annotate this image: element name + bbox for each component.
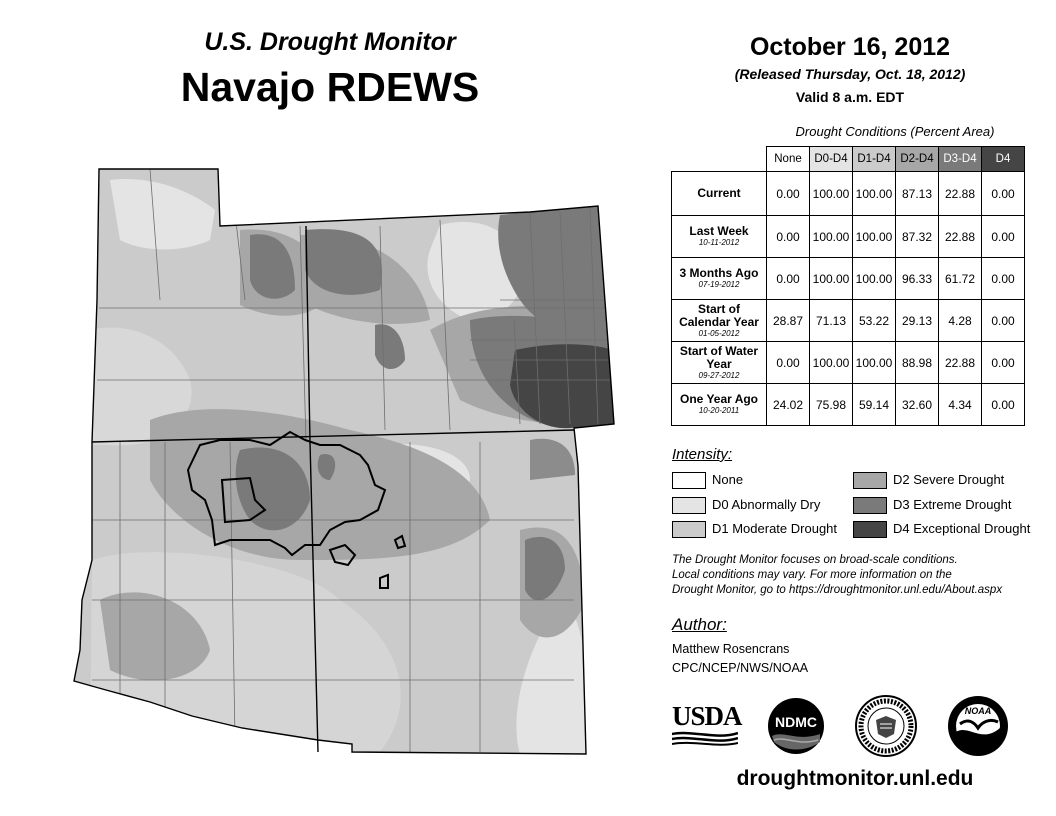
table-cell: 0.00 [982, 172, 1025, 216]
table-cell: 24.02 [767, 384, 810, 426]
table-corner [672, 147, 767, 172]
table-cell: 59.14 [853, 384, 896, 426]
table-cell: 100.00 [810, 216, 853, 258]
row-label-date: 07-19-2012 [698, 280, 740, 289]
noaa-seagull-icon [946, 694, 1010, 758]
table-cell: 53.22 [853, 300, 896, 342]
legend-label: D2 Severe Drought [893, 472, 1005, 487]
table-cell: 29.13 [896, 300, 939, 342]
map-subtitle: U.S. Drought Monitor [204, 28, 456, 56]
commerce-seal-icon [854, 694, 918, 758]
commerce-seal-logo [854, 694, 918, 758]
table-cell: 87.32 [896, 216, 939, 258]
note-line: The Drought Monitor focuses on broad-scale conditions. [672, 554, 958, 566]
ndmc-logo-text: NDMC [775, 714, 817, 730]
table-row [672, 258, 1025, 300]
col-header-d4: D4 [982, 147, 1025, 172]
table-cell: 4.34 [939, 384, 982, 426]
author-name: Matthew Rosencrans [672, 642, 790, 656]
usda-logo-text: USDA [672, 701, 742, 731]
legend-label: D1 Moderate Drought [712, 521, 838, 536]
row-label-date: 09-27-2012 [698, 370, 740, 380]
table-cell: 32.60 [896, 384, 939, 426]
table-cell: 28.87 [767, 300, 810, 342]
table-cell: 0.00 [767, 172, 810, 216]
table-cell: 61.72 [939, 258, 982, 300]
legend-title: Intensity: [672, 446, 733, 463]
table-row [672, 172, 1025, 216]
usda-swoosh-icon [672, 730, 738, 746]
row-label-text: Start of Water Year [679, 343, 759, 371]
row-label-date: 01-05-2012 [698, 328, 740, 338]
legend-swatch [672, 497, 706, 514]
row-label [672, 342, 767, 384]
author-heading: Author: [672, 615, 727, 634]
table-row [672, 300, 1025, 342]
table-cell: 0.00 [982, 342, 1025, 384]
row-label-text: 3 Months Ago [679, 266, 759, 280]
row-label [672, 300, 767, 342]
valid-time: Valid 8 a.m. EDT [795, 89, 905, 105]
table-cell: 0.00 [982, 216, 1025, 258]
table-cell: 22.88 [939, 342, 982, 384]
col-header-d1-d4: D1-D4 [853, 147, 896, 172]
table-cell: 88.98 [896, 342, 939, 384]
legend-swatch [672, 472, 706, 489]
usda-logo [672, 701, 742, 748]
table-cell: 100.00 [853, 172, 896, 216]
website-url[interactable]: droughtmonitor.unl.edu [736, 767, 974, 790]
note-line: Local conditions may vary. For more information on the [672, 569, 952, 581]
col-header-d3-d4: D3-D4 [939, 147, 982, 172]
table-cell: 100.00 [853, 216, 896, 258]
row-label-text: Start of Calendar Year [679, 301, 759, 329]
row-label-date: 10-20-2011 [698, 406, 740, 415]
table-cell: 71.13 [810, 300, 853, 342]
table-cell: 87.13 [896, 172, 939, 216]
row-label [672, 258, 767, 300]
row-label [672, 172, 767, 216]
table-cell: 75.98 [810, 384, 853, 426]
table-cell: 100.00 [853, 258, 896, 300]
legend-swatch [853, 521, 887, 538]
legend-swatch [672, 521, 706, 538]
disclaimer-note [672, 553, 1042, 598]
row-label [672, 384, 767, 426]
legend-label: D3 Extreme Drought [893, 497, 1012, 512]
ndmc-logo [766, 696, 826, 756]
author-organization: CPC/NCEP/NWS/NOAA [672, 661, 809, 675]
table-row [672, 342, 1025, 384]
legend-label: D4 Exceptional Drought [893, 521, 1031, 536]
legend-label: None [712, 472, 744, 487]
table-cell: 0.00 [767, 258, 810, 300]
row-label-date: 10-11-2012 [698, 238, 740, 247]
row-label-text: Last Week [689, 224, 749, 238]
drought-conditions-table [671, 146, 1025, 426]
legend-swatch [853, 472, 887, 489]
table-row [672, 216, 1025, 258]
legend-label: D0 Abnormally Dry [712, 497, 821, 512]
table-cell: 100.00 [810, 172, 853, 216]
table-cell: 0.00 [982, 384, 1025, 426]
table-cell: 4.28 [939, 300, 982, 342]
map-date: October 16, 2012 [749, 33, 951, 61]
row-label-text: One Year Ago [679, 392, 759, 406]
table-cell: 0.00 [767, 216, 810, 258]
noaa-logo [946, 694, 1010, 758]
table-cell: 100.00 [853, 342, 896, 384]
table-cell: 22.88 [939, 172, 982, 216]
drought-map [0, 150, 660, 760]
table-cell: 0.00 [767, 342, 810, 384]
table-cell: 0.00 [982, 300, 1025, 342]
note-line: Drought Monitor, go to https://droughtmonitor.unl.edu/About.aspx [672, 584, 1003, 596]
row-label-text: Current [697, 186, 741, 200]
map-title: Navajo RDEWS [180, 64, 480, 110]
table-cell: 96.33 [896, 258, 939, 300]
row-label [672, 216, 767, 258]
noaa-logo-text: NOAA [964, 706, 992, 716]
table-cell: 22.88 [939, 216, 982, 258]
table-cell: 0.00 [982, 258, 1025, 300]
table-cell: 100.00 [810, 258, 853, 300]
legend-swatch [853, 497, 887, 514]
table-row [672, 384, 1025, 426]
table-header-row [672, 147, 1025, 172]
col-header-d0-d4: D0-D4 [810, 147, 853, 172]
table-caption: Drought Conditions (Percent Area) [795, 124, 995, 139]
col-header-d2-d4: D2-D4 [896, 147, 939, 172]
table-cell: 100.00 [810, 342, 853, 384]
col-header-none: None [767, 147, 810, 172]
release-date: (Released Thursday, Oct. 18, 2012) [734, 66, 966, 82]
